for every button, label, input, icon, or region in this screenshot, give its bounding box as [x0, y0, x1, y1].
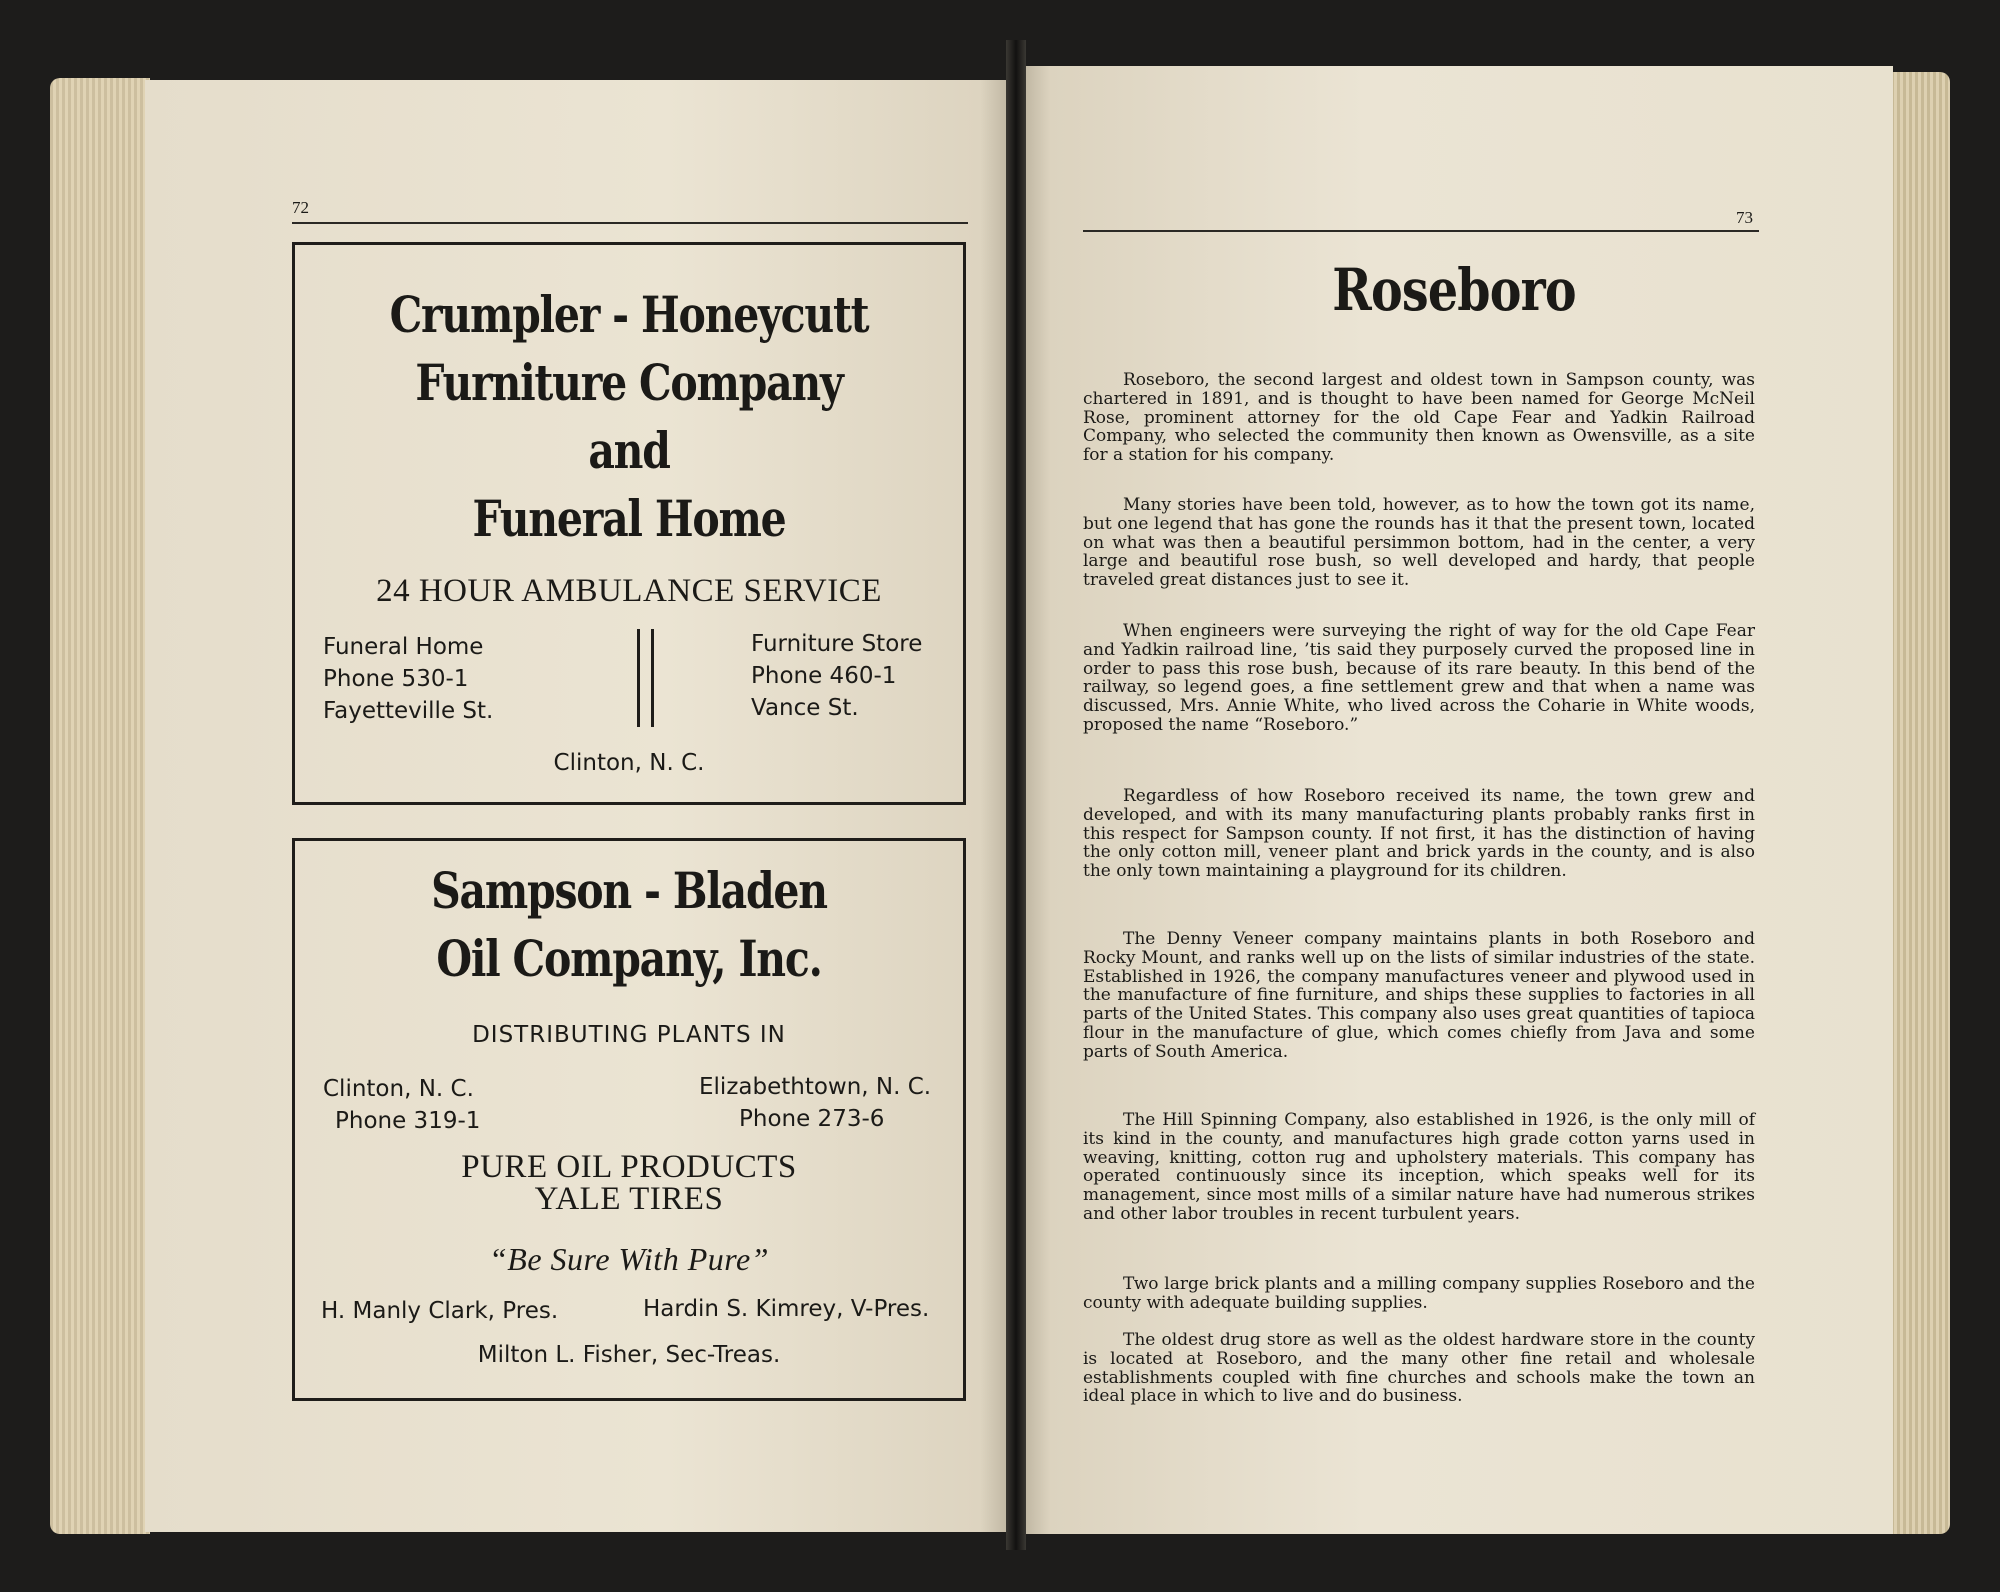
right-page-number: 73	[1736, 208, 1753, 227]
clinton-plant-location: Clinton, N. C.	[323, 1076, 474, 1102]
article-paragraph-6: The Hill Spinning Company, also established in 1926, is the only mill of its kind in the county, and manufactures high grade cotton yarns used in weaving, knitting, cotton rug and upholstery materials. This company has operated continuously since its inception, which speaks well for its management, since most mills of a similar nature have had numerous strikes and other labor troubles in recent turbulent years.	[1083, 1110, 1755, 1224]
article-paragraph-2: Many stories have been told, however, as to how the town got its name, but one legend that has gone the rounds has it that the present town, located on what was then a beautiful persimmon bottom, had in the center, a very large and beautiful rose bush, so well developed and hardy, that people traveled great distances just to see it.	[1083, 495, 1755, 591]
left-page-number: 72	[292, 198, 309, 217]
article-title: Roseboro	[1332, 256, 1576, 324]
right-header-rule	[1083, 230, 1759, 232]
ad2-title-line-1: Sampson - Bladen	[431, 861, 827, 920]
funeral-home-label: Funeral Home	[323, 634, 484, 660]
article-paragraph-7: Two large brick plants and a milling company supplies Roseboro and the county with adequate building supplies.	[1083, 1274, 1755, 1313]
article-paragraph-1: Roseboro, the second largest and oldest town in Sampson county, was chartered in 1891, and is thought to have been named for George McNeil Rose, prominent attorney for the old Cape Fear and Yadkin Railroad Company, who selected the community then known as Owensville, as a site for a station for his company.	[1083, 370, 1755, 466]
book-gutter	[1006, 40, 1026, 1550]
pure-oil-products-line: PURE OIL PRODUCTS	[461, 1149, 797, 1185]
right-page-edges	[1888, 72, 1950, 1534]
elizabethtown-plant-phone: Phone 273-6	[739, 1106, 885, 1132]
ad1-title-line-4: Funeral Home	[472, 489, 786, 548]
sampson-bladen-ad	[292, 838, 966, 1401]
slogan: “Be Sure With Pure”	[489, 1241, 769, 1277]
funeral-home-phone: Phone 530-1	[323, 666, 469, 692]
article-paragraph-5: The Denny Veneer company maintains plants in both Roseboro and Rocky Mount, and ranks well up on the lists of similar industries of the state. Established in 1926, the company manufactures veneer and plywood used in the manufacture of fine furniture, and ships these supplies to factories in all parts of the United States. This company also uses great quantities of tapioca flour in the manufacture of glue, which comes chiefly from Java and some parts of South America.	[1083, 929, 1755, 1062]
article-paragraph-3: When engineers were surveying the right of way for the old Cape Fear and Yadkin railroad line, ’tis said they purposely curved the proposed line in order to pass this rose bush, because of its rare beauty. In this bend of the railway, so legend goes, a fine settlement grew and that when a name was discussed, Mrs. Annie White, who lived across the Coharie in White woods, proposed the name “Roseboro.”	[1083, 621, 1755, 735]
furniture-store-address: Vance St.	[751, 695, 859, 721]
ambulance-service-line: 24 HOUR AMBULANCE SERVICE	[376, 573, 882, 609]
president-name: H. Manly Clark, Pres.	[321, 1298, 559, 1324]
furniture-store-phone: Phone 460-1	[751, 663, 897, 689]
ad1-title-line-2: Furniture Company	[415, 353, 843, 412]
clinton-plant-phone: Phone 319-1	[335, 1108, 481, 1134]
distributing-plants-heading: DISTRIBUTING PLANTS IN	[472, 1022, 786, 1048]
left-page-edges	[50, 78, 150, 1534]
vice-president-name: Hardin S. Kimrey, V-Pres.	[643, 1296, 930, 1322]
divider-bar-left	[637, 629, 640, 727]
yale-tires-line: YALE TIRES	[534, 1181, 724, 1217]
ad1-location: Clinton, N. C.	[553, 750, 705, 776]
article-paragraph-4: Regardless of how Roseboro received its name, the town grew and developed, and with its many manufacturing plants probably ranks first in this respect for Sampson county. If not first, it has the distinction of having the only cotton mill, veneer plant and brick yards in the county, and is also the only town maintaining a playground for its children.	[1083, 786, 1755, 882]
ad2-title-line-2: Oil Company, Inc.	[436, 929, 822, 988]
secretary-treasurer-name: Milton L. Fisher, Sec-Treas.	[477, 1342, 781, 1368]
divider-bar-right	[651, 629, 654, 727]
funeral-home-address: Fayetteville St.	[323, 698, 494, 724]
ad1-title-line-1: Crumpler - Honeycutt	[389, 285, 869, 344]
article-paragraph-8: The oldest drug store as well as the oldest hardware store in the county is located at Roseboro, and the many other fine retail and wholesale establishments coupled with fine churches and schools make the town an ideal place in which to live and do business.	[1083, 1330, 1755, 1407]
crumpler-honeycutt-ad	[292, 242, 966, 805]
elizabethtown-plant-location: Elizabethtown, N. C.	[699, 1074, 932, 1100]
furniture-store-label: Furniture Store	[751, 631, 923, 657]
ad1-title-line-3: and	[588, 421, 670, 480]
left-header-rule	[292, 222, 968, 224]
